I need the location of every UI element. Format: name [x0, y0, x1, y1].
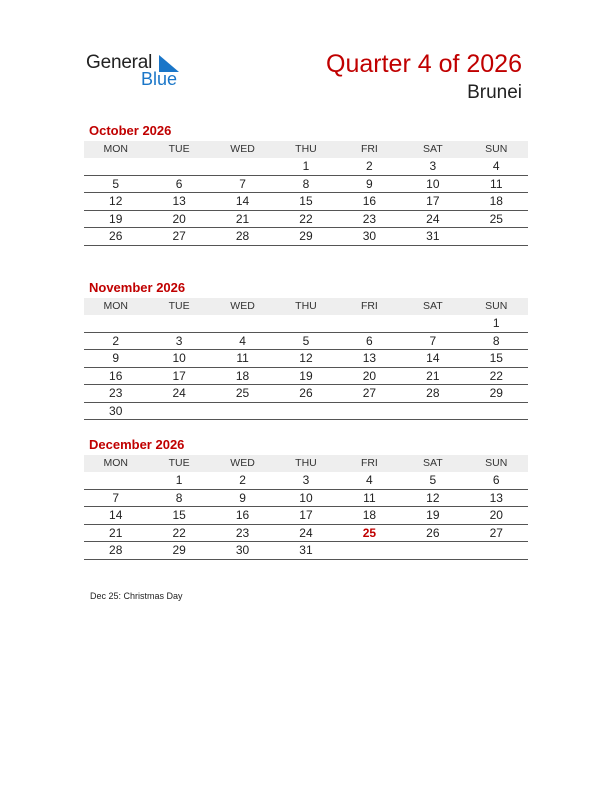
day-cell: 24 — [274, 524, 337, 542]
week-row — [84, 385, 528, 403]
day-cell: 28 — [211, 228, 274, 246]
weekday-header: SUN — [465, 141, 528, 158]
day-cell: 14 — [401, 350, 464, 368]
day-cell: 16 — [211, 507, 274, 525]
empty-day-cell — [401, 402, 464, 420]
empty-day-cell — [338, 542, 401, 560]
weekday-header: TUE — [147, 141, 210, 158]
country-name: Brunei — [467, 82, 522, 103]
day-cell: 19 — [84, 210, 147, 228]
week-row — [84, 315, 528, 332]
day-cell: 22 — [274, 210, 337, 228]
day-cell: 7 — [84, 489, 147, 507]
day-cell: 16 — [338, 193, 401, 211]
day-cell: 28 — [84, 542, 147, 560]
day-cell: 14 — [211, 193, 274, 211]
day-cell: 2 — [211, 472, 274, 489]
day-cell: 27 — [465, 524, 528, 542]
day-cell: 17 — [274, 507, 337, 525]
day-cell: 24 — [147, 385, 210, 403]
day-cell: 11 — [465, 175, 528, 193]
day-cell: 20 — [465, 507, 528, 525]
empty-day-cell — [338, 402, 401, 420]
day-cell: 30 — [338, 228, 401, 246]
empty-day-cell — [401, 315, 464, 332]
empty-day-cell — [84, 158, 147, 175]
empty-day-cell — [465, 228, 528, 246]
day-cell: 19 — [274, 367, 337, 385]
day-cell: 23 — [84, 385, 147, 403]
day-cell: 23 — [338, 210, 401, 228]
day-cell: 7 — [401, 332, 464, 350]
calendar-grid — [84, 298, 528, 420]
day-cell: 11 — [211, 350, 274, 368]
day-cell: 10 — [401, 175, 464, 193]
day-cell: 20 — [338, 367, 401, 385]
week-row — [84, 228, 528, 246]
day-cell: 4 — [211, 332, 274, 350]
weekday-header: FRI — [338, 141, 401, 158]
day-cell: 17 — [401, 193, 464, 211]
day-cell: 18 — [338, 507, 401, 525]
day-cell: 13 — [338, 350, 401, 368]
empty-day-cell — [274, 315, 337, 332]
logo-word-blue: Blue — [141, 69, 178, 89]
logo-word-general: General — [86, 52, 153, 73]
weekday-header-row — [84, 455, 528, 472]
day-cell: 18 — [211, 367, 274, 385]
day-cell: 21 — [401, 367, 464, 385]
weekday-header: FRI — [338, 298, 401, 315]
day-cell: 26 — [274, 385, 337, 403]
day-cell: 9 — [338, 175, 401, 193]
day-cell: 10 — [147, 350, 210, 368]
holiday-note: Dec 25: Christmas Day — [90, 591, 183, 601]
day-cell: 1 — [465, 315, 528, 332]
day-cell: 31 — [274, 542, 337, 560]
holiday-notes — [90, 591, 183, 601]
weekday-header: SAT — [401, 141, 464, 158]
day-cell: 5 — [84, 175, 147, 193]
day-cell: 22 — [465, 367, 528, 385]
month-december — [84, 436, 528, 560]
day-cell: 12 — [401, 489, 464, 507]
day-cell: 4 — [338, 472, 401, 489]
week-row — [84, 350, 528, 368]
day-cell: 26 — [401, 524, 464, 542]
weekday-header: WED — [211, 141, 274, 158]
empty-day-cell — [147, 402, 210, 420]
day-cell: 3 — [401, 158, 464, 175]
week-row — [84, 332, 528, 350]
day-cell: 30 — [211, 542, 274, 560]
weekday-header: SUN — [465, 298, 528, 315]
week-row — [84, 489, 528, 507]
day-cell: 19 — [401, 507, 464, 525]
calendar-grid — [84, 455, 528, 560]
weekday-header: THU — [274, 455, 337, 472]
weekday-header: MON — [84, 141, 147, 158]
month-title: October 2026 — [89, 123, 172, 138]
page-title: Quarter 4 of 2026 — [326, 50, 522, 78]
day-cell: 5 — [401, 472, 464, 489]
day-cell: 3 — [274, 472, 337, 489]
weekday-header: TUE — [147, 298, 210, 315]
day-cell: 8 — [465, 332, 528, 350]
day-cell: 2 — [338, 158, 401, 175]
weekday-header: THU — [274, 141, 337, 158]
empty-day-cell — [211, 315, 274, 332]
day-cell: 4 — [465, 158, 528, 175]
day-cell: 1 — [147, 472, 210, 489]
empty-day-cell — [401, 542, 464, 560]
weekday-header: SAT — [401, 298, 464, 315]
day-cell: 9 — [84, 350, 147, 368]
empty-day-cell — [84, 472, 147, 489]
day-cell: 20 — [147, 210, 210, 228]
day-cell: 1 — [274, 158, 337, 175]
day-cell: 14 — [84, 507, 147, 525]
holiday-day-cell: 25 — [338, 524, 401, 542]
day-cell: 3 — [147, 332, 210, 350]
day-cell: 12 — [274, 350, 337, 368]
day-cell: 6 — [338, 332, 401, 350]
empty-day-cell — [274, 402, 337, 420]
day-cell: 15 — [147, 507, 210, 525]
weekday-header: WED — [211, 455, 274, 472]
day-cell: 6 — [465, 472, 528, 489]
weekday-header: SAT — [401, 455, 464, 472]
week-row — [84, 175, 528, 193]
week-row — [84, 507, 528, 525]
week-row — [84, 524, 528, 542]
day-cell: 5 — [274, 332, 337, 350]
week-row — [84, 158, 528, 175]
empty-day-cell — [338, 315, 401, 332]
weekday-header: TUE — [147, 455, 210, 472]
day-cell: 21 — [211, 210, 274, 228]
day-cell: 29 — [274, 228, 337, 246]
empty-day-cell — [465, 402, 528, 420]
day-cell: 15 — [465, 350, 528, 368]
day-cell: 11 — [338, 489, 401, 507]
month-title: December 2026 — [89, 437, 185, 452]
weekday-header: SUN — [465, 455, 528, 472]
weekday-header-row — [84, 141, 528, 158]
day-cell: 22 — [147, 524, 210, 542]
week-row — [84, 472, 528, 489]
month-november — [84, 279, 528, 420]
day-cell: 24 — [401, 210, 464, 228]
day-cell: 15 — [274, 193, 337, 211]
day-cell: 27 — [338, 385, 401, 403]
day-cell: 13 — [147, 193, 210, 211]
week-row — [84, 210, 528, 228]
day-cell: 10 — [274, 489, 337, 507]
empty-day-cell — [84, 315, 147, 332]
day-cell: 23 — [211, 524, 274, 542]
day-cell: 7 — [211, 175, 274, 193]
day-cell: 29 — [147, 542, 210, 560]
month-title: November 2026 — [89, 280, 186, 295]
day-cell: 8 — [147, 489, 210, 507]
day-cell: 9 — [211, 489, 274, 507]
generalblue-logo — [86, 52, 186, 92]
weekday-header: MON — [84, 298, 147, 315]
empty-day-cell — [211, 402, 274, 420]
day-cell: 13 — [465, 489, 528, 507]
empty-day-cell — [147, 158, 210, 175]
day-cell: 30 — [84, 402, 147, 420]
week-row — [84, 402, 528, 420]
day-cell: 2 — [84, 332, 147, 350]
day-cell: 25 — [211, 385, 274, 403]
day-cell: 8 — [274, 175, 337, 193]
day-cell: 26 — [84, 228, 147, 246]
weekday-header: MON — [84, 455, 147, 472]
day-cell: 31 — [401, 228, 464, 246]
weekday-header: WED — [211, 298, 274, 315]
day-cell: 28 — [401, 385, 464, 403]
day-cell: 27 — [147, 228, 210, 246]
weekday-header: FRI — [338, 455, 401, 472]
day-cell: 18 — [465, 193, 528, 211]
day-cell: 16 — [84, 367, 147, 385]
day-cell: 25 — [465, 210, 528, 228]
weekday-header: THU — [274, 298, 337, 315]
week-row — [84, 193, 528, 211]
week-row — [84, 542, 528, 560]
empty-day-cell — [211, 158, 274, 175]
month-october — [84, 122, 528, 246]
day-cell: 12 — [84, 193, 147, 211]
weekday-header-row — [84, 298, 528, 315]
day-cell: 17 — [147, 367, 210, 385]
week-row — [84, 367, 528, 385]
calendar-grid — [84, 141, 528, 246]
empty-day-cell — [465, 542, 528, 560]
day-cell: 6 — [147, 175, 210, 193]
empty-day-cell — [147, 315, 210, 332]
day-cell: 29 — [465, 385, 528, 403]
day-cell: 21 — [84, 524, 147, 542]
